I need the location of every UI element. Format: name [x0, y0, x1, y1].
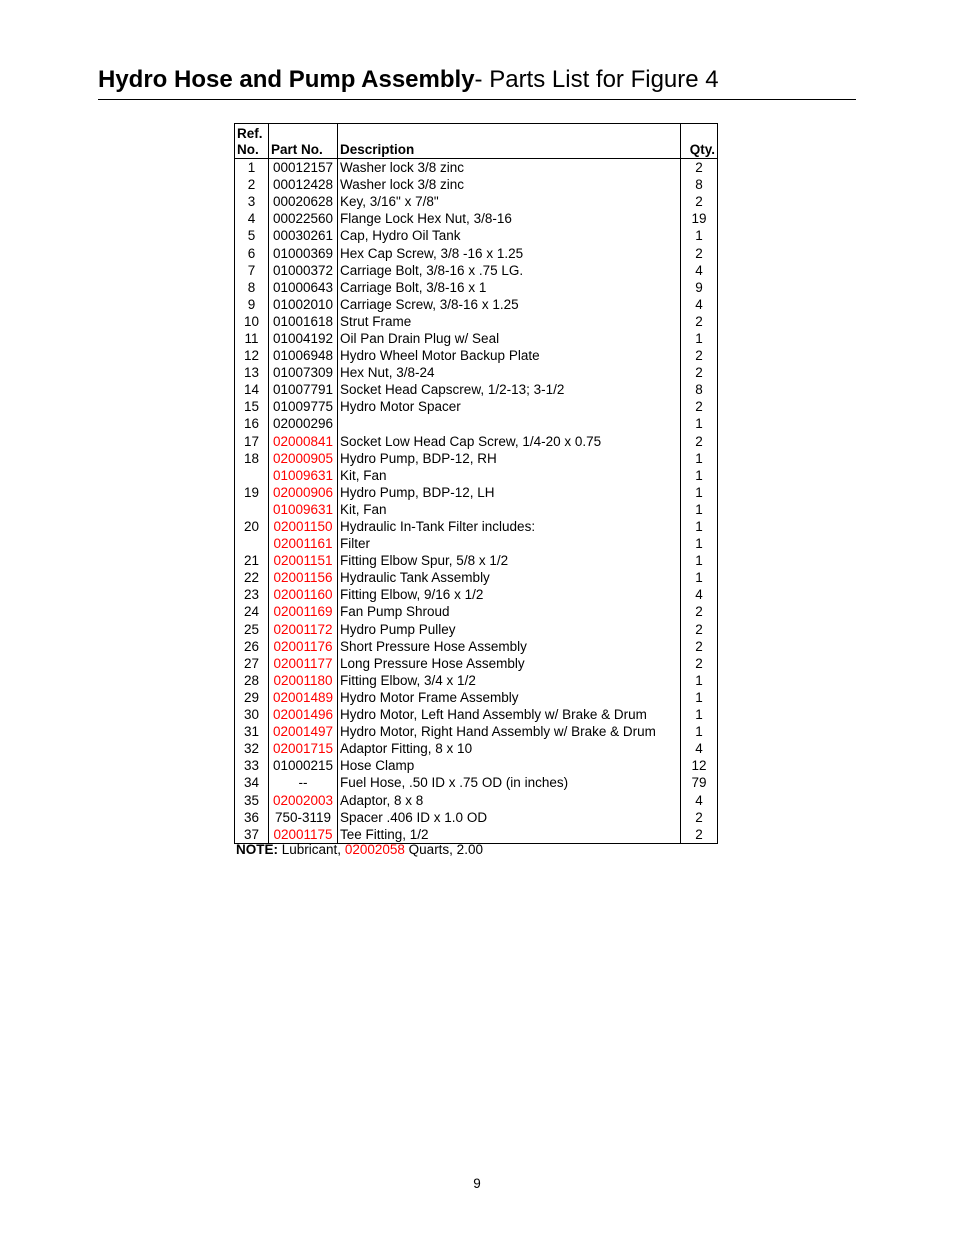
- table-row: [235, 740, 718, 757]
- part-number-cell: 01009631: [269, 467, 338, 484]
- ref-cell: 31: [235, 723, 269, 740]
- qty-cell: 1: [681, 672, 718, 689]
- part-number-cell: 01000643: [269, 279, 338, 296]
- part-number-cell: 02000905: [269, 450, 338, 467]
- part-number-cell: 01000369: [269, 244, 338, 261]
- description-cell: Cap, Hydro Oil Tank: [338, 227, 681, 244]
- description-cell: Hydraulic In-Tank Filter includes:: [338, 518, 681, 535]
- qty-cell: 1: [681, 227, 718, 244]
- description-cell: Fuel Hose, .50 ID x .75 OD (in inches): [338, 774, 681, 791]
- description-cell: Spacer .406 ID x 1.0 OD: [338, 809, 681, 826]
- qty-cell: 1: [681, 501, 718, 518]
- description-cell: Flange Lock Hex Nut, 3/8-16: [338, 210, 681, 227]
- part-number-cell: 01000215: [269, 757, 338, 774]
- part-number-cell: 02002003: [269, 791, 338, 808]
- header-description: Description: [338, 124, 681, 159]
- table-row: [235, 210, 718, 227]
- part-number-cell: 00030261: [269, 227, 338, 244]
- part-number-cell: 02001496: [269, 706, 338, 723]
- ref-cell: 26: [235, 638, 269, 655]
- qty-cell: 1: [681, 518, 718, 535]
- ref-cell: 18: [235, 450, 269, 467]
- ref-cell: 19: [235, 484, 269, 501]
- part-number-cell: 750-3119: [269, 809, 338, 826]
- description-cell: Carriage Bolt, 3/8-16 x .75 LG.: [338, 262, 681, 279]
- table-row: [235, 757, 718, 774]
- table-row: [235, 364, 718, 381]
- ref-cell: 34: [235, 774, 269, 791]
- qty-cell: 2: [681, 398, 718, 415]
- part-number-cell: 02001172: [269, 621, 338, 638]
- part-number-cell: 02001180: [269, 672, 338, 689]
- ref-cell: 6: [235, 244, 269, 261]
- qty-cell: 4: [681, 586, 718, 603]
- part-number-cell: 02001161: [269, 535, 338, 552]
- ref-cell: 7: [235, 262, 269, 279]
- qty-cell: 2: [681, 826, 718, 844]
- qty-cell: 1: [681, 450, 718, 467]
- table-row: [235, 467, 718, 484]
- note-pre: Lubricant,: [281, 842, 342, 857]
- description-cell: Hydraulic Tank Assembly: [338, 569, 681, 586]
- description-cell: Hydro Motor, Left Hand Assembly w/ Brake & Drum: [338, 706, 681, 723]
- header-ref-line2: No.: [237, 142, 259, 157]
- ref-cell: 2: [235, 176, 269, 193]
- table-row: [235, 569, 718, 586]
- part-number-cell: 02001150: [269, 518, 338, 535]
- ref-cell: 4: [235, 210, 269, 227]
- part-number-cell: 02001169: [269, 603, 338, 620]
- part-number-cell: 01002010: [269, 296, 338, 313]
- ref-cell: 36: [235, 809, 269, 826]
- qty-cell: 2: [681, 655, 718, 672]
- table-row: [235, 689, 718, 706]
- ref-cell: 3: [235, 193, 269, 210]
- part-number-cell: 02001151: [269, 552, 338, 569]
- table-row: [235, 381, 718, 398]
- description-cell: Hydro Pump, BDP-12, LH: [338, 484, 681, 501]
- ref-cell: [235, 501, 269, 518]
- part-number-cell: 02001497: [269, 723, 338, 740]
- qty-cell: 2: [681, 638, 718, 655]
- table-row: [235, 176, 718, 193]
- description-cell: Socket Head Capscrew, 1/2-13; 3-1/2: [338, 381, 681, 398]
- table-row: [235, 159, 718, 177]
- part-number-cell: 02000296: [269, 415, 338, 432]
- table-row: [235, 279, 718, 296]
- qty-cell: 8: [681, 176, 718, 193]
- description-cell: Kit, Fan: [338, 467, 681, 484]
- ref-cell: 29: [235, 689, 269, 706]
- description-cell: Tee Fitting, 1/2: [338, 826, 681, 844]
- part-number-cell: 01006948: [269, 347, 338, 364]
- parts-table-body: [235, 159, 718, 844]
- ref-cell: 25: [235, 621, 269, 638]
- ref-cell: 28: [235, 672, 269, 689]
- description-cell: Carriage Screw, 3/8-16 x 1.25: [338, 296, 681, 313]
- ref-cell: 1: [235, 159, 269, 177]
- part-number-cell: 01009631: [269, 501, 338, 518]
- description-cell: Filter: [338, 535, 681, 552]
- table-row: [235, 518, 718, 535]
- description-cell: Socket Low Head Cap Screw, 1/4-20 x 0.75: [338, 433, 681, 450]
- qty-cell: 4: [681, 296, 718, 313]
- table-row: [235, 450, 718, 467]
- qty-cell: 1: [681, 552, 718, 569]
- part-number-cell: 02001156: [269, 569, 338, 586]
- table-row: [235, 535, 718, 552]
- ref-cell: 13: [235, 364, 269, 381]
- qty-cell: 4: [681, 791, 718, 808]
- table-row: [235, 723, 718, 740]
- ref-cell: 33: [235, 757, 269, 774]
- part-number-cell: 02001176: [269, 638, 338, 655]
- table-row: [235, 672, 718, 689]
- ref-cell: [235, 467, 269, 484]
- qty-cell: 2: [681, 159, 718, 177]
- table-row: [235, 313, 718, 330]
- ref-cell: 8: [235, 279, 269, 296]
- part-number-cell: --: [269, 774, 338, 791]
- description-cell: Adaptor Fitting, 8 x 10: [338, 740, 681, 757]
- table-row: [235, 296, 718, 313]
- qty-cell: 12: [681, 757, 718, 774]
- table-row: [235, 347, 718, 364]
- description-cell: Hydro Wheel Motor Backup Plate: [338, 347, 681, 364]
- table-header-row: [235, 124, 718, 159]
- page-title-rest: - Parts List for Figure 4: [474, 66, 719, 93]
- part-number-cell: 01004192: [269, 330, 338, 347]
- part-number-cell: 01000372: [269, 262, 338, 279]
- qty-cell: 1: [681, 484, 718, 501]
- qty-cell: 19: [681, 210, 718, 227]
- note-post: Quarts, 2.00: [408, 842, 483, 857]
- description-cell: Hex Nut, 3/8-24: [338, 364, 681, 381]
- qty-cell: 8: [681, 381, 718, 398]
- qty-cell: 1: [681, 706, 718, 723]
- note-part-number: 02002058: [344, 842, 405, 857]
- table-row: [235, 501, 718, 518]
- qty-cell: 2: [681, 364, 718, 381]
- description-cell: Hydro Pump Pulley: [338, 621, 681, 638]
- table-row: [235, 706, 718, 723]
- ref-cell: 10: [235, 313, 269, 330]
- qty-cell: 2: [681, 621, 718, 638]
- part-number-cell: 02001489: [269, 689, 338, 706]
- table-row: [235, 791, 718, 808]
- qty-cell: 2: [681, 244, 718, 261]
- header-ref-no: [235, 124, 269, 159]
- qty-cell: 1: [681, 569, 718, 586]
- qty-cell: 1: [681, 415, 718, 432]
- qty-cell: 1: [681, 723, 718, 740]
- qty-cell: 2: [681, 193, 718, 210]
- table-row: [235, 330, 718, 347]
- description-cell: Fitting Elbow Spur, 5/8 x 1/2: [338, 552, 681, 569]
- description-cell: Strut Frame: [338, 313, 681, 330]
- ref-cell: 32: [235, 740, 269, 757]
- table-row: [235, 603, 718, 620]
- qty-cell: 1: [681, 467, 718, 484]
- qty-cell: 79: [681, 774, 718, 791]
- qty-cell: 2: [681, 433, 718, 450]
- ref-cell: 16: [235, 415, 269, 432]
- header-ref-line1: Ref.: [237, 126, 263, 141]
- qty-cell: 1: [681, 689, 718, 706]
- ref-cell: 22: [235, 569, 269, 586]
- note-label: NOTE:: [236, 842, 278, 857]
- parts-table: [234, 123, 718, 844]
- table-row: [235, 433, 718, 450]
- description-cell: Fan Pump Shroud: [338, 603, 681, 620]
- description-cell: Short Pressure Hose Assembly: [338, 638, 681, 655]
- qty-cell: 1: [681, 535, 718, 552]
- lubricant-note: [236, 842, 483, 857]
- table-row: [235, 398, 718, 415]
- table-row: [235, 484, 718, 501]
- ref-cell: 24: [235, 603, 269, 620]
- description-cell: [338, 415, 681, 432]
- ref-cell: 17: [235, 433, 269, 450]
- part-number-cell: 00022560: [269, 210, 338, 227]
- qty-cell: 1: [681, 330, 718, 347]
- description-cell: Hydro Motor Frame Assembly: [338, 689, 681, 706]
- part-number-cell: 01001618: [269, 313, 338, 330]
- part-number-cell: 01009775: [269, 398, 338, 415]
- page-title-bold: Hydro Hose and Pump Assembly: [98, 66, 475, 93]
- header-qty: Qty.: [681, 124, 718, 159]
- ref-cell: 30: [235, 706, 269, 723]
- ref-cell: 23: [235, 586, 269, 603]
- table-row: [235, 621, 718, 638]
- ref-cell: 15: [235, 398, 269, 415]
- part-number-cell: 02000841: [269, 433, 338, 450]
- description-cell: Carriage Bolt, 3/8-16 x 1: [338, 279, 681, 296]
- table-row: [235, 586, 718, 603]
- qty-cell: 2: [681, 313, 718, 330]
- ref-cell: 35: [235, 791, 269, 808]
- ref-cell: [235, 535, 269, 552]
- qty-cell: 4: [681, 262, 718, 279]
- qty-cell: 2: [681, 347, 718, 364]
- table-row: [235, 415, 718, 432]
- table-row: [235, 262, 718, 279]
- qty-cell: 4: [681, 740, 718, 757]
- part-number-cell: 02001160: [269, 586, 338, 603]
- ref-cell: 9: [235, 296, 269, 313]
- table-row: [235, 774, 718, 791]
- description-cell: Hydro Motor, Right Hand Assembly w/ Brake & Drum: [338, 723, 681, 740]
- part-number-cell: 01007791: [269, 381, 338, 398]
- table-row: [235, 655, 718, 672]
- table-row: [235, 552, 718, 569]
- part-number-cell: 02001715: [269, 740, 338, 757]
- description-cell: Key, 3/16" x 7/8": [338, 193, 681, 210]
- ref-cell: 11: [235, 330, 269, 347]
- part-number-cell: 00012157: [269, 159, 338, 177]
- ref-cell: 12: [235, 347, 269, 364]
- description-cell: Fitting Elbow, 3/4 x 1/2: [338, 672, 681, 689]
- description-cell: Long Pressure Hose Assembly: [338, 655, 681, 672]
- ref-cell: 5: [235, 227, 269, 244]
- ref-cell: 27: [235, 655, 269, 672]
- table-row: [235, 638, 718, 655]
- table-row: [235, 227, 718, 244]
- part-number-cell: 02000906: [269, 484, 338, 501]
- description-cell: Hex Cap Screw, 3/8 -16 x 1.25: [338, 244, 681, 261]
- description-cell: Hydro Pump, BDP-12, RH: [338, 450, 681, 467]
- ref-cell: 20: [235, 518, 269, 535]
- description-cell: Hose Clamp: [338, 757, 681, 774]
- part-number-cell: 00020628: [269, 193, 338, 210]
- header-part-no: Part No.: [269, 124, 338, 159]
- part-number-cell: 02001177: [269, 655, 338, 672]
- description-cell: Adaptor, 8 x 8: [338, 791, 681, 808]
- title-rule: [98, 99, 856, 100]
- qty-cell: 2: [681, 809, 718, 826]
- ref-cell: 14: [235, 381, 269, 398]
- ref-cell: 21: [235, 552, 269, 569]
- description-cell: Hydro Motor Spacer: [338, 398, 681, 415]
- table-row: [235, 193, 718, 210]
- part-number-cell: 01007309: [269, 364, 338, 381]
- table-row: [235, 826, 718, 844]
- part-number-cell: 00012428: [269, 176, 338, 193]
- table-row: [235, 244, 718, 261]
- part-number-cell: 02001175: [269, 826, 338, 844]
- qty-cell: 9: [681, 279, 718, 296]
- description-cell: Washer lock 3/8 zinc: [338, 159, 681, 177]
- ref-cell: 37: [235, 826, 269, 844]
- description-cell: Kit, Fan: [338, 501, 681, 518]
- table-row: [235, 809, 718, 826]
- description-cell: Washer lock 3/8 zinc: [338, 176, 681, 193]
- description-cell: Oil Pan Drain Plug w/ Seal: [338, 330, 681, 347]
- page-title: [98, 64, 719, 96]
- page-number: 9: [473, 1176, 481, 1191]
- description-cell: Fitting Elbow, 9/16 x 1/2: [338, 586, 681, 603]
- qty-cell: 2: [681, 603, 718, 620]
